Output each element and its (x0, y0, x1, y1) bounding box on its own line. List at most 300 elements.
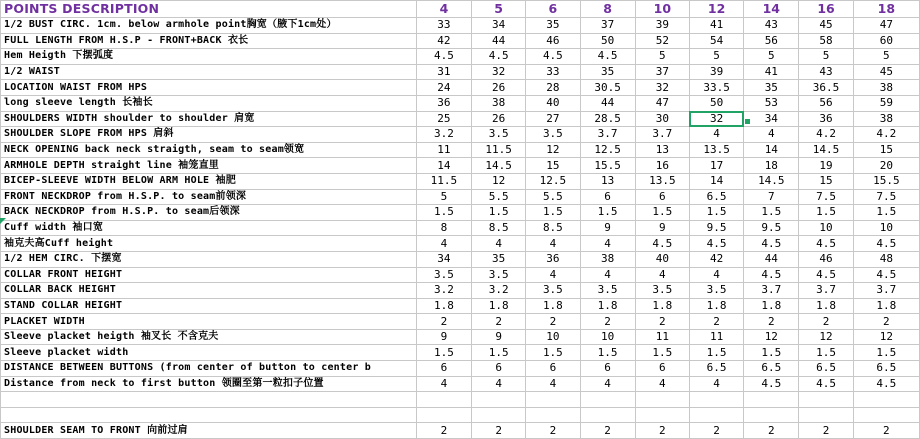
measurement-value-cell[interactable]: 4 (689, 376, 743, 392)
measurement-row (1, 127, 920, 143)
measurement-value-cell[interactable]: 39 (689, 64, 743, 80)
measurement-value-cell[interactable]: 44 (580, 95, 635, 111)
measurement-value-cell[interactable]: 14.5 (472, 158, 526, 174)
measurement-value-cell[interactable]: 7.5 (799, 189, 853, 205)
measurement-value-cell[interactable]: 12 (799, 329, 853, 345)
measurement-value-cell[interactable]: 15.5 (853, 173, 919, 189)
measurement-value-cell[interactable]: 14.5 (799, 142, 853, 158)
measurement-value-cell[interactable]: 13 (635, 142, 689, 158)
measurement-value-cell[interactable]: 4.5 (799, 236, 853, 252)
measurement-value-cell[interactable]: 3.5 (689, 283, 743, 299)
measurement-description-cell[interactable] (1, 407, 417, 423)
measurement-value-cell[interactable]: 15 (526, 158, 580, 174)
measurement-value-cell[interactable]: 1.5 (580, 205, 635, 221)
measurement-value-cell[interactable]: 59 (853, 95, 919, 111)
measurement-value-cell[interactable]: 34 (744, 111, 799, 127)
measurement-value-cell[interactable]: 3.5 (526, 127, 580, 143)
measurement-value-cell[interactable]: 36.5 (799, 80, 853, 96)
measurement-value-cell[interactable]: 10 (799, 220, 853, 236)
measurement-value-cell[interactable]: 38 (853, 111, 919, 127)
measurement-value-cell[interactable]: 4.5 (853, 267, 919, 283)
measurement-value-cell[interactable]: 6.5 (689, 189, 743, 205)
measurement-value-cell[interactable]: 41 (744, 64, 799, 80)
measurement-row (1, 251, 920, 267)
measurement-description-cell[interactable]: Sleeve placket width (1, 345, 417, 361)
measurement-value-cell[interactable] (853, 407, 919, 423)
measurement-value-cell[interactable]: 14.5 (744, 173, 799, 189)
measurement-value-cell[interactable]: 48 (853, 251, 919, 267)
measurement-value-cell[interactable]: 1.5 (689, 345, 743, 361)
measurement-value-cell[interactable]: 2 (744, 314, 799, 330)
measurement-value-cell[interactable]: 5.5 (472, 189, 526, 205)
measurement-value-cell[interactable]: 2 (635, 423, 689, 439)
measurement-value-cell[interactable]: 14 (689, 173, 743, 189)
measurement-value-cell[interactable]: 34 (416, 251, 471, 267)
measurement-value-cell[interactable]: 27 (526, 111, 580, 127)
measurement-value-cell[interactable]: 1.8 (744, 298, 799, 314)
fill-handle-icon[interactable] (744, 118, 751, 125)
measurement-value-cell[interactable] (472, 392, 526, 408)
measurement-value-cell[interactable]: 1.8 (416, 298, 471, 314)
measurement-value-cell[interactable]: 4 (580, 267, 635, 283)
measurement-value-cell[interactable]: 8.5 (526, 220, 580, 236)
measurement-row (1, 111, 920, 127)
measurement-row (1, 173, 920, 189)
measurement-value-cell[interactable]: 15.5 (580, 158, 635, 174)
measurement-value-cell[interactable] (526, 392, 580, 408)
measurement-value-cell[interactable]: 2 (416, 423, 471, 439)
measurement-value-cell[interactable]: 11.5 (472, 142, 526, 158)
measurement-description-cell[interactable]: BACK NECKDROP from H.S.P. to seam后领深 (1, 205, 417, 221)
measurement-value-cell[interactable]: 4 (635, 376, 689, 392)
measurement-value-cell[interactable]: 20 (853, 158, 919, 174)
measurement-value-cell[interactable]: 60 (853, 33, 919, 49)
measurement-description-cell[interactable]: Sleeve placket heigth 袖叉长 不含克夫 (1, 329, 417, 345)
measurement-value-cell[interactable]: 50 (580, 33, 635, 49)
measurement-value-cell[interactable]: 4.5 (526, 49, 580, 65)
measurement-value-cell[interactable]: 13 (580, 173, 635, 189)
measurement-value-cell[interactable]: 44 (744, 251, 799, 267)
measurement-value-cell[interactable]: 1.8 (526, 298, 580, 314)
measurement-value-cell[interactable]: 11.5 (416, 173, 471, 189)
measurement-value-cell[interactable]: 4 (416, 236, 471, 252)
measurement-value-cell[interactable]: 46 (799, 251, 853, 267)
measurement-description-cell[interactable] (1, 392, 417, 408)
measurement-value-cell[interactable]: 1.5 (580, 345, 635, 361)
points-description-header[interactable]: POINTS DESCRIPTION (1, 1, 417, 18)
measurement-value-cell[interactable]: 44 (472, 33, 526, 49)
measurement-value-cell[interactable]: 2 (635, 314, 689, 330)
measurement-value-cell[interactable]: 39 (635, 18, 689, 34)
measurement-value-cell[interactable]: 3.2 (416, 127, 471, 143)
measurement-value-cell[interactable]: 2 (853, 423, 919, 439)
measurement-value-cell[interactable]: 5 (416, 189, 471, 205)
measurement-value-cell[interactable]: 37 (580, 18, 635, 34)
measurement-value-cell[interactable]: 35 (472, 251, 526, 267)
measurement-value-cell[interactable]: 36 (526, 251, 580, 267)
measurement-value-cell[interactable]: 1.5 (799, 205, 853, 221)
measurement-value-cell[interactable]: 10 (526, 329, 580, 345)
measurement-value-cell[interactable] (799, 407, 853, 423)
measurement-description-cell[interactable]: Hem Heigth 下摆弧度 (1, 49, 417, 65)
measurement-value-cell[interactable]: 12 (853, 329, 919, 345)
measurement-value-cell[interactable]: 4.5 (853, 376, 919, 392)
measurement-value-cell[interactable] (580, 407, 635, 423)
measurement-value-cell[interactable]: 35 (580, 64, 635, 80)
measurement-value-cell[interactable]: 12.5 (526, 173, 580, 189)
measurement-value-cell[interactable]: 24 (416, 80, 471, 96)
measurement-description-cell[interactable]: SHOULDER SLOPE FROM HPS 肩斜 (1, 127, 417, 143)
measurement-value-cell[interactable] (580, 392, 635, 408)
measurement-value-cell[interactable]: 5 (744, 49, 799, 65)
measurement-value-cell[interactable]: 36 (799, 111, 853, 127)
measurement-value-cell[interactable]: 35 (744, 80, 799, 96)
measurement-description-cell[interactable]: NECK OPENING back neck straigth, seam to seam领宽 (1, 142, 417, 158)
measurement-value-cell[interactable]: 56 (799, 95, 853, 111)
measurement-value-cell[interactable]: 4.2 (853, 127, 919, 143)
measurement-value-cell[interactable]: 15 (853, 142, 919, 158)
measurement-value-cell[interactable]: 38 (853, 80, 919, 96)
comment-indicator-icon (0, 218, 6, 224)
measurement-row (1, 236, 920, 252)
measurement-value-cell[interactable]: 5 (635, 49, 689, 65)
measurement-value-cell[interactable]: 40 (635, 251, 689, 267)
measurement-description-cell[interactable]: 1/2 WAIST (1, 64, 417, 80)
measurement-value-cell[interactable]: 17 (689, 158, 743, 174)
measurement-value-cell[interactable]: 19 (799, 158, 853, 174)
measurement-value-cell[interactable]: 3.7 (799, 283, 853, 299)
measurement-value-cell[interactable]: 1.5 (472, 205, 526, 221)
measurement-value-cell[interactable]: 2 (472, 314, 526, 330)
measurement-value-cell[interactable]: 2 (416, 314, 471, 330)
measurement-description-cell[interactable]: 袖克夫高Cuff height (1, 236, 417, 252)
measurement-value-cell[interactable]: 12 (526, 142, 580, 158)
measurement-value-cell[interactable]: 2 (580, 314, 635, 330)
measurement-value-cell[interactable]: 1.5 (744, 205, 799, 221)
measurement-value-cell[interactable]: 1.8 (580, 298, 635, 314)
measurement-value-cell[interactable]: 3.5 (416, 267, 471, 283)
measurement-description-cell[interactable]: STAND COLLAR HEIGHT (1, 298, 417, 314)
size-header-cell[interactable]: 4 (416, 1, 471, 18)
measurement-value-cell[interactable]: 14 (744, 142, 799, 158)
measurement-value-cell[interactable]: 2 (526, 423, 580, 439)
measurement-description-cell[interactable]: FULL LENGTH FROM H.S.P - FRONT+BACK 衣长 (1, 33, 417, 49)
measurement-value-cell[interactable]: 3.7 (853, 283, 919, 299)
measurement-description-cell[interactable]: SHOULDER SEAM TO FRONT 向前过肩 (1, 423, 417, 439)
measurement-value-cell[interactable]: 4 (689, 127, 743, 143)
measurement-value-cell[interactable]: 3.7 (635, 127, 689, 143)
measurement-value-cell[interactable]: 45 (853, 64, 919, 80)
measurement-row (1, 423, 920, 439)
measurement-value-cell[interactable]: 5 (853, 49, 919, 65)
measurement-value-cell[interactable] (635, 392, 689, 408)
measurement-row (1, 298, 920, 314)
measurement-value-cell[interactable]: 54 (689, 33, 743, 49)
measurement-description-cell[interactable]: FRONT NECKDROP from H.S.P. to seam前领深 (1, 189, 417, 205)
size-header-cell[interactable]: 16 (799, 1, 853, 18)
measurement-value-cell[interactable]: 3.7 (744, 283, 799, 299)
measurement-value-cell[interactable]: 3.5 (472, 267, 526, 283)
measurement-value-cell[interactable]: 3.5 (472, 127, 526, 143)
measurement-value-cell[interactable]: 43 (744, 18, 799, 34)
measurement-description-cell[interactable]: 1/2 BUST CIRC. 1cm. below armhole point胸宽（腋下1cm处） (1, 18, 417, 34)
measurement-description-cell[interactable]: Distance from neck to first button 领圈至第一粒扣子位置 (1, 376, 417, 392)
measurement-value-cell[interactable]: 47 (635, 95, 689, 111)
measurement-value-cell[interactable]: 9 (472, 329, 526, 345)
measurement-row (1, 49, 920, 65)
measurement-value-cell[interactable]: 4 (580, 236, 635, 252)
measurement-value-cell[interactable]: 9.5 (689, 220, 743, 236)
measurement-value-cell[interactable]: 6.5 (744, 361, 799, 377)
measurement-value-cell[interactable]: 3.5 (526, 283, 580, 299)
measurement-value-cell[interactable]: 1.5 (526, 205, 580, 221)
measurement-value-cell[interactable]: 4 (744, 127, 799, 143)
size-header-cell[interactable]: 14 (744, 1, 799, 18)
measurement-value-cell[interactable] (689, 392, 743, 408)
measurement-row (1, 283, 920, 299)
measurement-value-cell[interactable]: 2 (799, 423, 853, 439)
measurement-value-cell[interactable]: 15 (799, 173, 853, 189)
measurement-value-cell[interactable]: 10 (853, 220, 919, 236)
measurement-value-cell[interactable]: 38 (580, 251, 635, 267)
measurement-value-cell[interactable]: 4.5 (853, 236, 919, 252)
measurement-value-cell[interactable]: 4 (526, 376, 580, 392)
measurement-description-cell[interactable]: ARMHOLE DEPTH straight line 袖笼直里 (1, 158, 417, 174)
measurement-value-cell[interactable]: 4 (635, 267, 689, 283)
measurement-value-cell[interactable]: 50 (689, 95, 743, 111)
measurement-value-cell[interactable]: 32 (472, 64, 526, 80)
measurement-value-cell[interactable]: 33.5 (689, 80, 743, 96)
measurement-value-cell[interactable]: 2 (744, 423, 799, 439)
measurement-value-cell[interactable]: 43 (799, 64, 853, 80)
measurement-value-cell[interactable]: 4 (472, 236, 526, 252)
measurement-value-cell[interactable]: 4 (689, 267, 743, 283)
measurement-value-cell[interactable]: 3.2 (472, 283, 526, 299)
measurement-value-cell[interactable]: 6 (580, 189, 635, 205)
measurement-value-cell[interactable]: 12 (472, 173, 526, 189)
measurement-value-cell[interactable]: 6.5 (853, 361, 919, 377)
measurement-value-cell[interactable]: 4 (526, 267, 580, 283)
measurement-value-cell[interactable]: 46 (526, 33, 580, 49)
measurement-value-cell[interactable]: 1.8 (689, 298, 743, 314)
measurement-value-cell[interactable]: 5 (799, 49, 853, 65)
measurement-value-cell[interactable]: 3.7 (580, 127, 635, 143)
measurement-value-cell[interactable] (853, 392, 919, 408)
measurement-value-cell[interactable]: 6 (635, 189, 689, 205)
measurement-description-cell[interactable]: 1/2 HEM CIRC. 下摆宽 (1, 251, 417, 267)
measurement-value-cell[interactable]: 8 (416, 220, 471, 236)
measurement-value-cell[interactable]: 1.5 (799, 345, 853, 361)
measurement-value-cell[interactable]: 6.5 (799, 361, 853, 377)
measurement-description-cell[interactable]: COLLAR FRONT HEIGHT (1, 267, 417, 283)
measurement-value-cell[interactable]: 2 (526, 314, 580, 330)
measurement-value-cell[interactable]: 2 (853, 314, 919, 330)
measurement-value-cell[interactable]: 40 (526, 95, 580, 111)
measurement-value-cell[interactable]: 38 (472, 95, 526, 111)
measurement-value-cell[interactable]: 12.5 (580, 142, 635, 158)
measurement-value-cell[interactable]: 4.5 (689, 236, 743, 252)
measurement-value-cell[interactable]: 56 (744, 33, 799, 49)
measurement-value-cell[interactable]: 16 (635, 158, 689, 174)
measurement-value-cell[interactable]: 1.5 (853, 205, 919, 221)
size-header-cell[interactable]: 18 (853, 1, 919, 18)
size-header-cell[interactable]: 12 (689, 1, 743, 18)
measurement-value-cell[interactable]: 28.5 (580, 111, 635, 127)
measurement-value-cell[interactable]: 53 (744, 95, 799, 111)
measurement-value-cell[interactable]: 9 (580, 220, 635, 236)
measurement-value-cell[interactable]: 30.5 (580, 80, 635, 96)
measurement-value-cell[interactable]: 4 (580, 376, 635, 392)
measurement-value-cell[interactable]: 41 (689, 18, 743, 34)
measurement-value-cell[interactable]: 4.5 (580, 49, 635, 65)
size-header-cell[interactable]: 10 (635, 1, 689, 18)
measurement-row (1, 314, 920, 330)
measurement-value-cell[interactable]: 6 (580, 361, 635, 377)
measurement-value-cell[interactable]: 6 (416, 361, 471, 377)
measurement-value-cell[interactable]: 1.8 (635, 298, 689, 314)
measurement-value-cell[interactable]: 4 (416, 376, 471, 392)
measurement-value-cell[interactable]: 2 (689, 423, 743, 439)
measurement-value-cell[interactable]: 11 (416, 142, 471, 158)
measurement-value-cell[interactable] (689, 407, 743, 423)
measurement-value-cell[interactable]: 25 (416, 111, 471, 127)
selected-cell[interactable]: 32 (689, 111, 743, 127)
measurement-value-cell[interactable]: 2 (472, 423, 526, 439)
measurement-value-cell[interactable]: 3.2 (416, 283, 471, 299)
measurement-value-cell[interactable] (799, 392, 853, 408)
measurement-value-cell[interactable]: 42 (416, 33, 471, 49)
measurement-value-cell[interactable]: 45 (799, 18, 853, 34)
measurement-value-cell[interactable]: 4 (472, 376, 526, 392)
measurement-value-cell[interactable]: 35 (526, 18, 580, 34)
size-header-cell[interactable]: 8 (580, 1, 635, 18)
measurement-value-cell[interactable]: 32 (635, 80, 689, 96)
measurement-value-cell[interactable]: 31 (416, 64, 471, 80)
measurement-value-cell[interactable]: 28 (526, 80, 580, 96)
measurement-description-cell[interactable]: PLACKET WIDTH (1, 314, 417, 330)
measurement-value-cell[interactable]: 6 (635, 361, 689, 377)
measurement-value-cell[interactable]: 33 (526, 64, 580, 80)
measurement-value-cell[interactable]: 1.5 (744, 345, 799, 361)
measurement-value-cell[interactable]: 5 (689, 49, 743, 65)
measurement-value-cell[interactable]: 37 (635, 64, 689, 80)
measurement-description-cell[interactable]: DISTANCE BETWEEN BUTTONS (from center of button to center b (1, 361, 417, 377)
measurement-value-cell[interactable]: 6 (526, 361, 580, 377)
measurement-value-cell[interactable]: 26 (472, 111, 526, 127)
measurement-value-cell[interactable]: 3.5 (635, 283, 689, 299)
measurement-value-cell[interactable]: 9.5 (744, 220, 799, 236)
measurement-value-cell[interactable]: 6 (472, 361, 526, 377)
measurement-value-cell[interactable]: 4.5 (744, 267, 799, 283)
size-header-cell[interactable]: 6 (526, 1, 580, 18)
measurement-value-cell[interactable]: 13.5 (635, 173, 689, 189)
measurement-value-cell[interactable]: 1.5 (853, 345, 919, 361)
measurement-value-cell[interactable]: 52 (635, 33, 689, 49)
measurement-value-cell[interactable]: 11 (635, 329, 689, 345)
measurement-row (1, 142, 920, 158)
measurement-value-cell[interactable]: 4.5 (799, 376, 853, 392)
measurement-value-cell[interactable]: 4.5 (744, 376, 799, 392)
measurement-value-cell[interactable]: 33 (416, 18, 471, 34)
measurement-value-cell[interactable]: 14 (416, 158, 471, 174)
measurement-value-cell[interactable]: 30 (635, 111, 689, 127)
measurement-value-cell[interactable] (744, 407, 799, 423)
measurement-value-cell[interactable]: 4.5 (416, 49, 471, 65)
measurement-row (1, 220, 920, 236)
measurement-description-cell[interactable]: Cuff width 袖口宽 (1, 220, 417, 236)
measurement-value-cell[interactable] (635, 407, 689, 423)
measurement-description-cell[interactable]: BICEP-SLEEVE WIDTH BELOW ARM HOLE 袖肥 (1, 173, 417, 189)
measurement-value-cell[interactable]: 34 (472, 18, 526, 34)
measurement-value-cell[interactable]: 1.8 (799, 298, 853, 314)
measurement-value-cell[interactable]: 2 (580, 423, 635, 439)
measurement-value-cell[interactable] (416, 392, 471, 408)
measurement-value-cell[interactable]: 7.5 (853, 189, 919, 205)
measurement-row (1, 18, 920, 34)
measurement-value-cell[interactable]: 1.5 (635, 345, 689, 361)
measurement-value-cell[interactable]: 1.8 (472, 298, 526, 314)
measurement-value-cell[interactable] (744, 392, 799, 408)
measurement-value-cell[interactable]: 4 (526, 236, 580, 252)
measurement-value-cell[interactable]: 4.5 (799, 267, 853, 283)
measurement-value-cell[interactable]: 2 (799, 314, 853, 330)
measurement-value-cell[interactable]: 9 (635, 220, 689, 236)
measurement-value-cell[interactable]: 1.5 (472, 345, 526, 361)
measurement-value-cell[interactable] (472, 407, 526, 423)
measurement-value-cell[interactable]: 42 (689, 251, 743, 267)
measurement-row (1, 80, 920, 96)
measurement-value-cell[interactable]: 4.5 (472, 49, 526, 65)
measurement-value-cell[interactable]: 4.5 (635, 236, 689, 252)
measurement-description-cell[interactable]: LOCATION WAIST FROM HPS (1, 80, 417, 96)
measurement-description-cell[interactable]: long sleeve length 长袖长 (1, 95, 417, 111)
measurement-value-cell[interactable]: 1.5 (689, 205, 743, 221)
measurement-value-cell[interactable]: 1.5 (635, 205, 689, 221)
measurement-value-cell[interactable]: 9 (416, 329, 471, 345)
measurement-value-cell[interactable]: 1.5 (526, 345, 580, 361)
measurement-value-cell[interactable]: 26 (472, 80, 526, 96)
measurement-value-cell[interactable]: 2 (689, 314, 743, 330)
measurement-row (1, 33, 920, 49)
measurement-value-cell[interactable]: 47 (853, 18, 919, 34)
measurement-value-cell[interactable]: 18 (744, 158, 799, 174)
measurement-value-cell[interactable]: 8.5 (472, 220, 526, 236)
measurement-value-cell[interactable]: 6.5 (689, 361, 743, 377)
measurement-value-cell[interactable]: 36 (416, 95, 471, 111)
measurement-value-cell[interactable]: 1.5 (416, 205, 471, 221)
measurement-value-cell[interactable]: 4.2 (799, 127, 853, 143)
measurement-value-cell[interactable]: 1.8 (853, 298, 919, 314)
measurement-value-cell[interactable]: 7 (744, 189, 799, 205)
measurement-value-cell[interactable]: 58 (799, 33, 853, 49)
measurement-value-cell[interactable]: 5.5 (526, 189, 580, 205)
measurement-value-cell[interactable]: 10 (580, 329, 635, 345)
measurement-value-cell[interactable] (526, 407, 580, 423)
measurement-row (1, 64, 920, 80)
measurement-row (1, 345, 920, 361)
measurement-value-cell[interactable]: 1.5 (416, 345, 471, 361)
measurement-description-cell[interactable]: SHOULDERS WIDTH shoulder to shoulder 肩宽 (1, 111, 417, 127)
measurement-description-cell[interactable]: COLLAR BACK HEIGHT (1, 283, 417, 299)
measurement-value-cell[interactable]: 4.5 (744, 236, 799, 252)
measurement-value-cell[interactable]: 11 (689, 329, 743, 345)
measurement-value-cell[interactable]: 13.5 (689, 142, 743, 158)
measurement-row (1, 376, 920, 392)
measurement-value-cell[interactable]: 3.5 (580, 283, 635, 299)
measurement-value-cell[interactable] (416, 407, 471, 423)
measurement-value-cell[interactable]: 12 (744, 329, 799, 345)
size-header-cell[interactable]: 5 (472, 1, 526, 18)
